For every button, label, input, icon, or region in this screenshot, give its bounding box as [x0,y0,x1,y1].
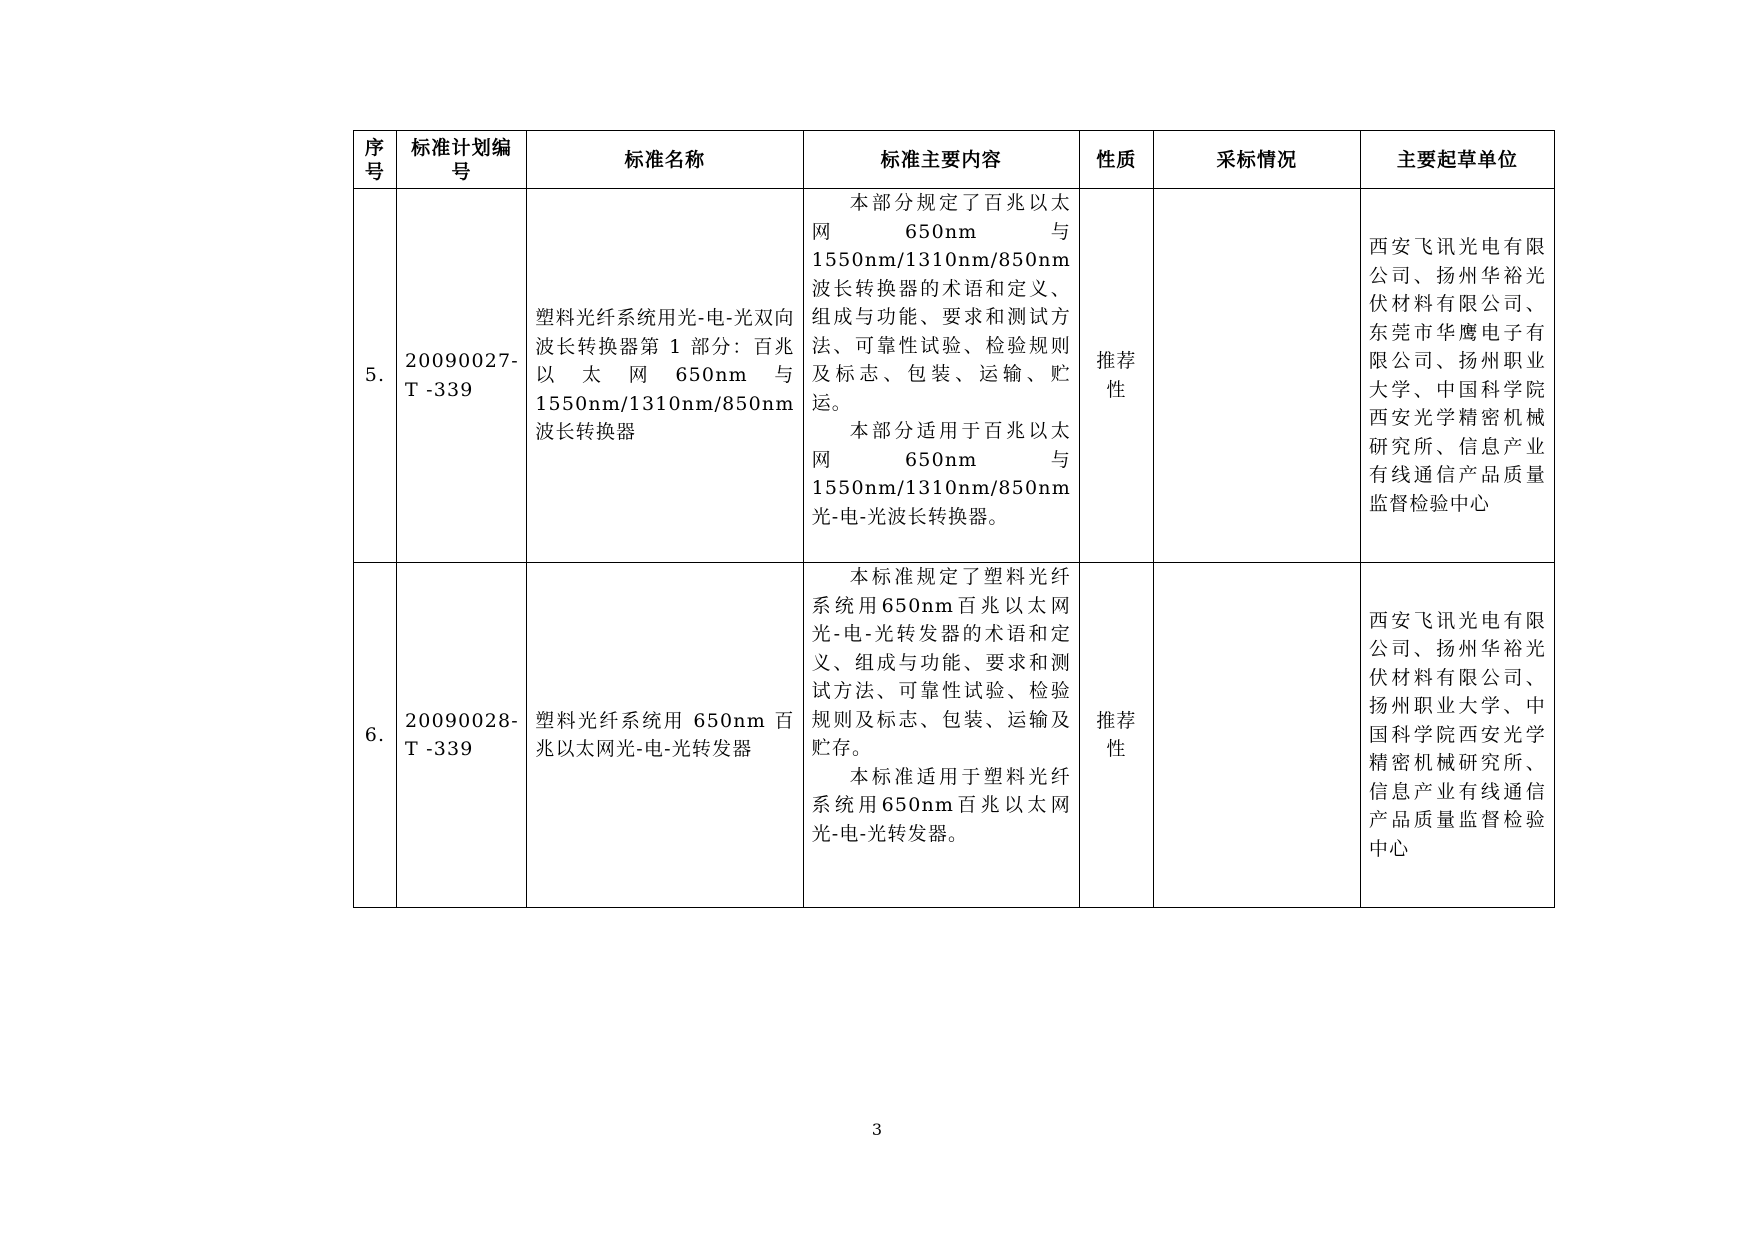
cell-name: 塑料光纤系统用光-电-光双向波长转换器第 1 部分：百兆以太网650nm与1550nm/1310nm/850nm 波长转换器 [527,189,803,563]
content-paragraph: 本部分适用于百兆以太网650nm与1550nm/1310nm/850nm光-电-光波长转换器。 [811,420,1071,528]
cell-plan-no: 20090027-T -339 [397,189,527,563]
cell-adoption [1153,189,1360,563]
cell-drafters: 西安飞讯光电有限公司、扬州华裕光伏材料有限公司、扬州职业大学、中国科学院西安光学精密机械研究所、信息产业有线通信产品质量监督检验中心 [1360,563,1554,908]
cell-seq: 5. [354,189,397,563]
header-name: 标准名称 [527,131,803,189]
header-drafters: 主要起草单位 [1360,131,1554,189]
header-seq: 序号 [354,131,397,189]
header-plan-no: 标准计划编号 [397,131,527,189]
header-adoption: 采标情况 [1153,131,1360,189]
cell-nature: 推荐性 [1079,189,1153,563]
content-paragraph: 本标准规定了塑料光纤系统用650nm百兆以太网光-电-光转发器的术语和定义、组成与功能、要求和测试方法、可靠性试验、检验规则及标志、包装、运输及贮存。 [811,566,1071,759]
content-paragraph: 本标准适用于塑料光纤系统用650nm百兆以太网光-电-光转发器。 [811,765,1071,845]
cell-content [803,189,1079,563]
table-row [354,189,1555,563]
cell-adoption [1153,563,1360,908]
cell-drafters: 西安飞讯光电有限公司、扬州华裕光伏材料有限公司、东莞市华鹰电子有限公司、扬州职业大学、中国科学院西安光学精密机械研究所、信息产业有线通信产品质量监督检验中心 [1360,189,1554,563]
table-header-row [354,131,1555,189]
cell-seq: 6. [354,563,397,908]
standards-table [353,130,1555,908]
cell-name: 塑料光纤系统用 650nm 百兆以太网光-电-光转发器 [527,563,803,908]
table-row [354,563,1555,908]
cell-nature: 推荐性 [1079,563,1153,908]
cell-plan-no: 20090028-T -339 [397,563,527,908]
header-content: 标准主要内容 [803,131,1079,189]
page-number: 3 [871,1120,883,1139]
header-nature: 性质 [1079,131,1153,189]
content-paragraph: 本部分规定了百兆以太网650nm与1550nm/1310nm/850nm波长转换器的术语和定义、组成与功能、要求和测试方法、可靠性试验、检验规则及标志、包装、运输、贮运。 [811,192,1071,414]
cell-content [803,563,1079,908]
